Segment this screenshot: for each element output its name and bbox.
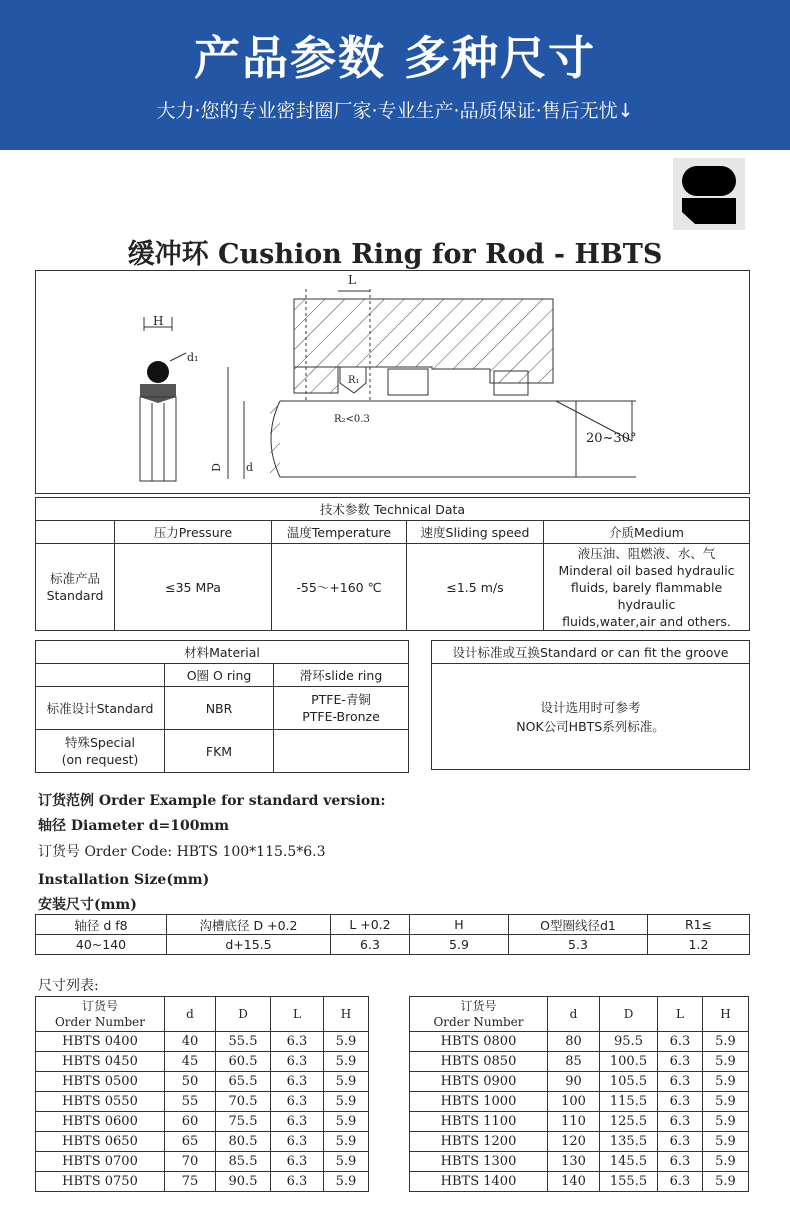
table-cell: 5.9	[324, 1092, 369, 1112]
value-medium	[544, 544, 750, 631]
install-cell: 40~140	[36, 935, 167, 955]
table-cell: HBTS 1000	[410, 1092, 548, 1112]
install-header: O型圈线径d1	[509, 915, 648, 935]
size-list-title: 尺寸列表:	[38, 978, 99, 994]
standard-label: 标准设计Standard	[36, 687, 165, 730]
table-cell: 6.3	[658, 1092, 703, 1112]
table-cell: 6.3	[658, 1052, 703, 1072]
size-table-right	[409, 996, 749, 1192]
header-d: d	[548, 997, 600, 1032]
col-pressure: 压力Pressure	[115, 521, 272, 544]
table-cell: 100	[548, 1092, 600, 1112]
table-cell: 50	[165, 1072, 216, 1092]
row-standard-en: Standard	[46, 588, 104, 603]
install-cell: 5.3	[509, 935, 648, 955]
label-angle: 20~30°	[586, 431, 637, 446]
table-cell: 5.9	[703, 1072, 749, 1092]
table-cell: 5.9	[324, 1112, 369, 1132]
table-cell: 5.9	[703, 1032, 749, 1052]
header-h: H	[703, 997, 749, 1032]
standard-header: 设计标准或互换Standard or can fit the groove	[432, 641, 750, 664]
table-cell: 6.3	[271, 1172, 324, 1192]
table-cell: 6.3	[271, 1072, 324, 1092]
table-row	[410, 1092, 749, 1112]
table-cell: HBTS 0900	[410, 1072, 548, 1092]
table-row	[36, 1132, 369, 1152]
standard-body	[432, 664, 750, 770]
table-cell: HBTS 1400	[410, 1172, 548, 1192]
header-line: 订货号	[460, 999, 497, 1013]
table-cell: 5.9	[703, 1092, 749, 1112]
header-line: Order Number	[54, 1015, 146, 1029]
order-code: 订货号 Order Code: HBTS 100*115.5*6.3	[38, 844, 326, 860]
table-cell: 5.9	[324, 1032, 369, 1052]
table-cell: 75.5	[216, 1112, 271, 1132]
banner-title: 产品参数 多种尺寸	[193, 31, 596, 85]
table-cell: 115.5	[600, 1092, 658, 1112]
table-cell: 65	[165, 1132, 216, 1152]
technical-drawing	[35, 270, 750, 494]
material-blank	[36, 664, 165, 687]
standard-slide	[274, 687, 409, 730]
table-cell: 80	[548, 1032, 600, 1052]
table-cell: 75	[165, 1172, 216, 1192]
table-cell: 90.5	[216, 1172, 271, 1192]
label-big-d: D	[209, 463, 223, 472]
table-cell: 100.5	[600, 1052, 658, 1072]
table-cell: HBTS 1200	[410, 1132, 548, 1152]
table-cell: HBTS 0450	[36, 1052, 165, 1072]
standard-oring: NBR	[165, 687, 274, 730]
table-cell: 70	[165, 1152, 216, 1172]
table-row	[410, 1032, 749, 1052]
install-header: 轴径 d f8	[36, 915, 167, 935]
order-example: 订货范例 Order Example for standard version:	[38, 793, 386, 809]
table-cell: 6.3	[658, 1112, 703, 1132]
table-cell: HBTS 0850	[410, 1052, 548, 1072]
install-cell: 1.2	[648, 935, 750, 955]
table-cell: 105.5	[600, 1072, 658, 1092]
table-cell: 120	[548, 1132, 600, 1152]
table-cell: 65.5	[216, 1072, 271, 1092]
table-cell: 6.3	[658, 1132, 703, 1152]
standard-table	[431, 640, 750, 770]
table-cell: 80.5	[216, 1132, 271, 1152]
table-cell: 55	[165, 1092, 216, 1112]
header-banner	[0, 0, 790, 150]
row-standard-cn: 标准产品	[49, 571, 100, 586]
table-cell: 95.5	[600, 1032, 658, 1052]
table-cell: 40	[165, 1032, 216, 1052]
table-cell: 6.3	[271, 1112, 324, 1132]
table-cell: 6.3	[658, 1172, 703, 1192]
table-cell: 145.5	[600, 1152, 658, 1172]
install-header: H	[410, 915, 509, 935]
label-d1: d₁	[187, 351, 199, 364]
table-cell: HBTS 1300	[410, 1152, 548, 1172]
value-temperature: -55～+160 ℃	[272, 544, 407, 631]
seal-profile-icon	[673, 158, 745, 230]
install-header: 沟槽底径 D +0.2	[167, 915, 331, 935]
value-pressure: ≤35 MPa	[115, 544, 272, 631]
install-header: R1≤	[648, 915, 750, 935]
medium-line: fluids, barely flammable hydraulic	[570, 579, 723, 612]
col-speed: 速度Sliding speed	[407, 521, 544, 544]
table-cell: 70.5	[216, 1092, 271, 1112]
header-order-number	[36, 997, 165, 1032]
label-h: H	[153, 314, 164, 328]
table-cell: 85.5	[216, 1152, 271, 1172]
product-title: 缓冲环 Cushion Ring for Rod - HBTS	[127, 239, 663, 270]
install-title-en: Installation Size(mm)	[38, 872, 210, 888]
label-l: L	[348, 273, 356, 287]
medium-line: Minderal oil based hydraulic	[558, 562, 735, 578]
table-cell: 140	[548, 1172, 600, 1192]
table-cell: 55.5	[216, 1032, 271, 1052]
table-cell: 6.3	[271, 1052, 324, 1072]
table-cell: 45	[165, 1052, 216, 1072]
table-cell: 125.5	[600, 1112, 658, 1132]
table-cell: HBTS 0650	[36, 1132, 165, 1152]
table-cell: 5.9	[703, 1152, 749, 1172]
table-cell: 130	[548, 1152, 600, 1172]
table-cell: 6.3	[271, 1092, 324, 1112]
install-title-cn: 安装尺寸(mm)	[38, 897, 137, 913]
table-row	[36, 1092, 369, 1112]
install-header: L +0.2	[331, 915, 410, 935]
table-cell: 110	[548, 1112, 600, 1132]
table-row	[36, 1072, 369, 1092]
table-cell: 5.9	[703, 1172, 749, 1192]
install-table	[35, 914, 750, 955]
label-r2: R₂<0.3	[334, 414, 370, 425]
table-cell: 6.3	[271, 1152, 324, 1172]
col-oring: O圈 O ring	[165, 664, 274, 687]
special-slide	[274, 730, 409, 773]
order-diameter: 轴径 Diameter d=100mm	[38, 818, 230, 834]
install-cell: 5.9	[410, 935, 509, 955]
standard-line: 设计选用时可参考	[540, 699, 641, 715]
table-cell: 60.5	[216, 1052, 271, 1072]
header-d: d	[165, 997, 216, 1032]
col-medium: 介质Medium	[544, 521, 750, 544]
header-line: Order Number	[433, 1015, 524, 1029]
special-label	[36, 730, 165, 773]
technical-data-table	[35, 497, 750, 631]
table-cell: 5.9	[703, 1132, 749, 1152]
table-row	[36, 1152, 369, 1172]
header-h: H	[324, 997, 369, 1032]
install-cell: d+15.5	[167, 935, 331, 955]
header-l: L	[271, 997, 324, 1032]
table-cell: HBTS 0400	[36, 1032, 165, 1052]
medium-line: 液压油、阻燃液、水、气	[577, 545, 716, 561]
table-row	[410, 1052, 749, 1072]
tech-blank	[36, 521, 115, 544]
special-line: (on request)	[61, 752, 139, 767]
table-cell: 5.9	[703, 1052, 749, 1072]
table-cell: 5.9	[324, 1052, 369, 1072]
table-row	[410, 1152, 749, 1172]
table-row	[410, 1112, 749, 1132]
table-cell: HBTS 0500	[36, 1072, 165, 1092]
value-speed: ≤1.5 m/s	[407, 544, 544, 631]
table-cell: HBTS 0550	[36, 1092, 165, 1112]
table-cell: 6.3	[658, 1032, 703, 1052]
table-cell: 6.3	[658, 1072, 703, 1092]
label-r1: R₁	[348, 375, 360, 386]
table-cell: 6.3	[658, 1152, 703, 1172]
table-row	[36, 1032, 369, 1052]
header-big-d: D	[600, 997, 658, 1032]
table-cell: HBTS 0750	[36, 1172, 165, 1192]
table-cell: 85	[548, 1052, 600, 1072]
size-table-left	[35, 996, 369, 1192]
table-cell: 5.9	[324, 1152, 369, 1172]
table-row	[410, 1172, 749, 1192]
table-cell: 60	[165, 1112, 216, 1132]
install-cell: 6.3	[331, 935, 410, 955]
slide-line: PTFE-青铜	[311, 692, 371, 707]
table-row	[36, 1052, 369, 1072]
table-cell: 90	[548, 1072, 600, 1092]
col-temperature: 温度Temperature	[272, 521, 407, 544]
table-cell: 135.5	[600, 1132, 658, 1152]
tech-header: 技术参数 Technical Data	[36, 498, 750, 521]
table-cell: HBTS 0600	[36, 1112, 165, 1132]
table-cell: 5.9	[703, 1112, 749, 1132]
header-big-d: D	[216, 997, 271, 1032]
header-line: 订货号	[81, 999, 118, 1013]
col-slide-ring: 滑环slide ring	[274, 664, 409, 687]
table-cell: HBTS 0700	[36, 1152, 165, 1172]
label-small-d: d	[246, 461, 254, 474]
table-cell: HBTS 0800	[410, 1032, 548, 1052]
header-order-number	[410, 997, 548, 1032]
material-header: 材料Material	[36, 641, 409, 664]
row-standard	[36, 544, 115, 631]
standard-line: NOK公司HBTS系列标准。	[516, 718, 665, 734]
table-cell: 5.9	[324, 1132, 369, 1152]
table-cell: HBTS 1100	[410, 1112, 548, 1132]
banner-subtitle: 大力·您的专业密封圈厂家·专业生产·品质保证·售后无忧↓	[156, 100, 634, 122]
table-cell: 6.3	[271, 1032, 324, 1052]
table-cell: 6.3	[271, 1132, 324, 1152]
table-cell: 155.5	[600, 1172, 658, 1192]
table-row	[410, 1132, 749, 1152]
special-oring: FKM	[165, 730, 274, 773]
slide-line: PTFE-Bronze	[302, 709, 380, 724]
table-cell: 5.9	[324, 1072, 369, 1092]
medium-line: fluids,water,air and others.	[562, 613, 731, 629]
table-row	[36, 1112, 369, 1132]
special-line: 特殊Special	[64, 735, 136, 750]
table-row	[36, 1172, 369, 1192]
header-l: L	[658, 997, 703, 1032]
material-table	[35, 640, 409, 773]
table-row	[410, 1072, 749, 1092]
table-cell: 5.9	[324, 1172, 369, 1192]
